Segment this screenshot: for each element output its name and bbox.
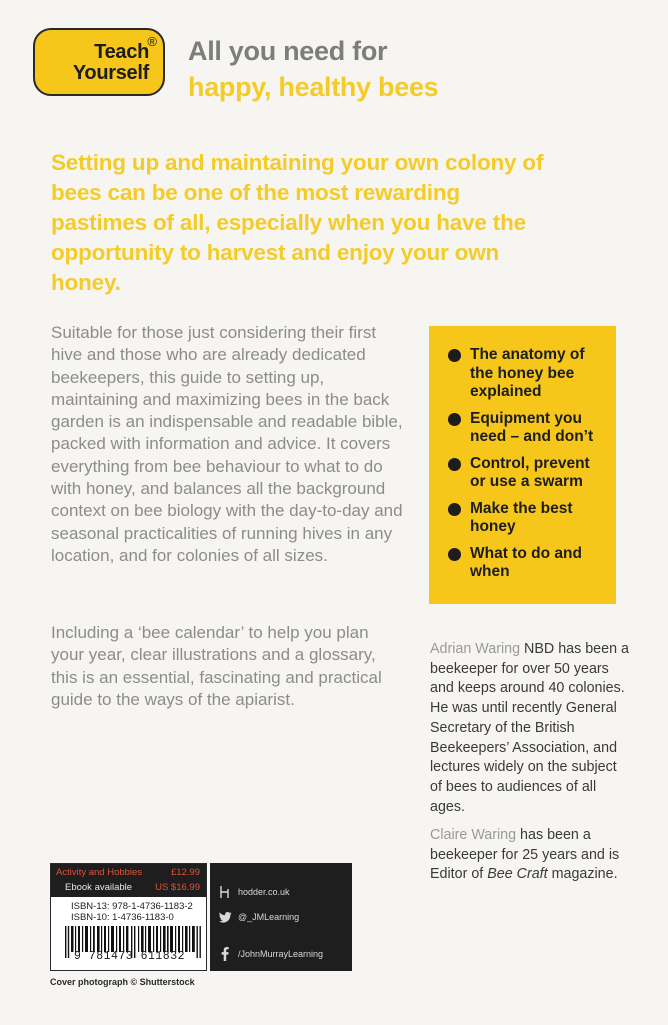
hodder-h-icon: [218, 885, 232, 899]
barcode-box: [50, 863, 207, 971]
highlights-box: [429, 326, 616, 604]
isbn-10: ISBN-10: 1-4736-1183-0: [71, 912, 174, 923]
us-price: US $16.99: [155, 882, 200, 893]
ebook-label: Ebook available: [65, 882, 133, 893]
logo-line-2: Yourself: [72, 62, 149, 84]
bullet-icon: [448, 413, 461, 426]
highlight-item: [448, 500, 606, 537]
price-bar: [51, 864, 206, 897]
twitter-bird-icon: [218, 910, 232, 924]
author-bio-text: NBD has been a beekeeper for over 50 years and keeps around 40 colonies. He was until recently General Secretary of the British Beekeepers’ Association, and lectures widely on the subject of bees to audiences of all ages.: [430, 641, 629, 815]
highlights-list: [429, 326, 616, 582]
highlight-text: Make the best honey: [470, 499, 573, 535]
website-text: hodder.co.uk: [238, 887, 290, 897]
website-link[interactable]: [218, 883, 290, 901]
barcode-number: 9 781473 611832: [73, 950, 186, 963]
uk-price: £12.99: [170, 867, 200, 878]
highlight-item: [448, 545, 606, 582]
highlight-text: Control, prevent or use a swarm: [470, 454, 590, 490]
bullet-icon: [448, 458, 461, 471]
headline-line-1: All you need for: [188, 36, 388, 66]
author-bio-text: has been a beekeeper for 25 years and is Editor of: [430, 827, 620, 883]
intro-blurb: Setting up and maintaining your own colony of bees can be one of the most rewarding pastimes of all, especially when you have the opportunity to harvest and enjoy your own honey.: [51, 150, 544, 295]
teach-yourself-logo: [33, 28, 165, 96]
author-name: Adrian Waring: [430, 641, 521, 657]
highlight-item: [448, 346, 606, 402]
highlight-item: [448, 455, 606, 492]
highlight-item: [448, 410, 606, 447]
facebook-handle: /JohnMurrayLearning: [238, 949, 324, 959]
bullet-icon: [448, 349, 461, 362]
author-bio-adrian: [430, 640, 630, 817]
author-name: Claire Waring: [430, 827, 517, 843]
category-label: Activity and Hobbies: [56, 867, 143, 878]
registered-mark: ®: [147, 34, 157, 49]
highlight-text: The anatomy of the honey bee explained: [470, 346, 585, 400]
magazine-title: Bee Craft: [487, 866, 548, 883]
headline-line-2: happy, healthy bees: [188, 72, 439, 102]
author-bio-text: magazine.: [547, 866, 618, 883]
facebook-link[interactable]: [218, 945, 323, 963]
logo-text: [73, 42, 149, 84]
description-paragraph-2: Including a ‘bee calendar’ to help you plan your year, clear illustrations and a glossary, this is an essential, fascinating and practical guide to the ways of the apiarist.: [51, 623, 382, 709]
bullet-icon: [448, 503, 461, 516]
highlight-text: What to do and when: [470, 544, 582, 580]
bullet-icon: [448, 548, 461, 561]
twitter-handle: @_JMLearning: [238, 912, 300, 922]
twitter-link[interactable]: [218, 908, 299, 926]
logo-line-1: Teach: [94, 41, 149, 63]
author-bio-claire: [430, 826, 630, 885]
cover-credit: Cover photograph © Shutterstock: [50, 977, 195, 987]
description-paragraph-1: Suitable for those just considering their first hive and those who are already dedicated beekeepers, this guide to setting up, maintaining and maximizing bees in the back garden is an indispensable and readable bible, packed with information and advice. It covers everything from bee behaviour to what to do with honey, and balances all the background context on bee biology with the day-to-day and seasonal practicalities of running hives in any location, and for colonies of all sizes.: [51, 323, 403, 565]
highlight-text: Equipment you need – and don’t: [470, 409, 594, 445]
facebook-f-icon: [218, 947, 232, 961]
isbn-13: ISBN-13: 978-1-4736-1183-2: [71, 901, 193, 912]
